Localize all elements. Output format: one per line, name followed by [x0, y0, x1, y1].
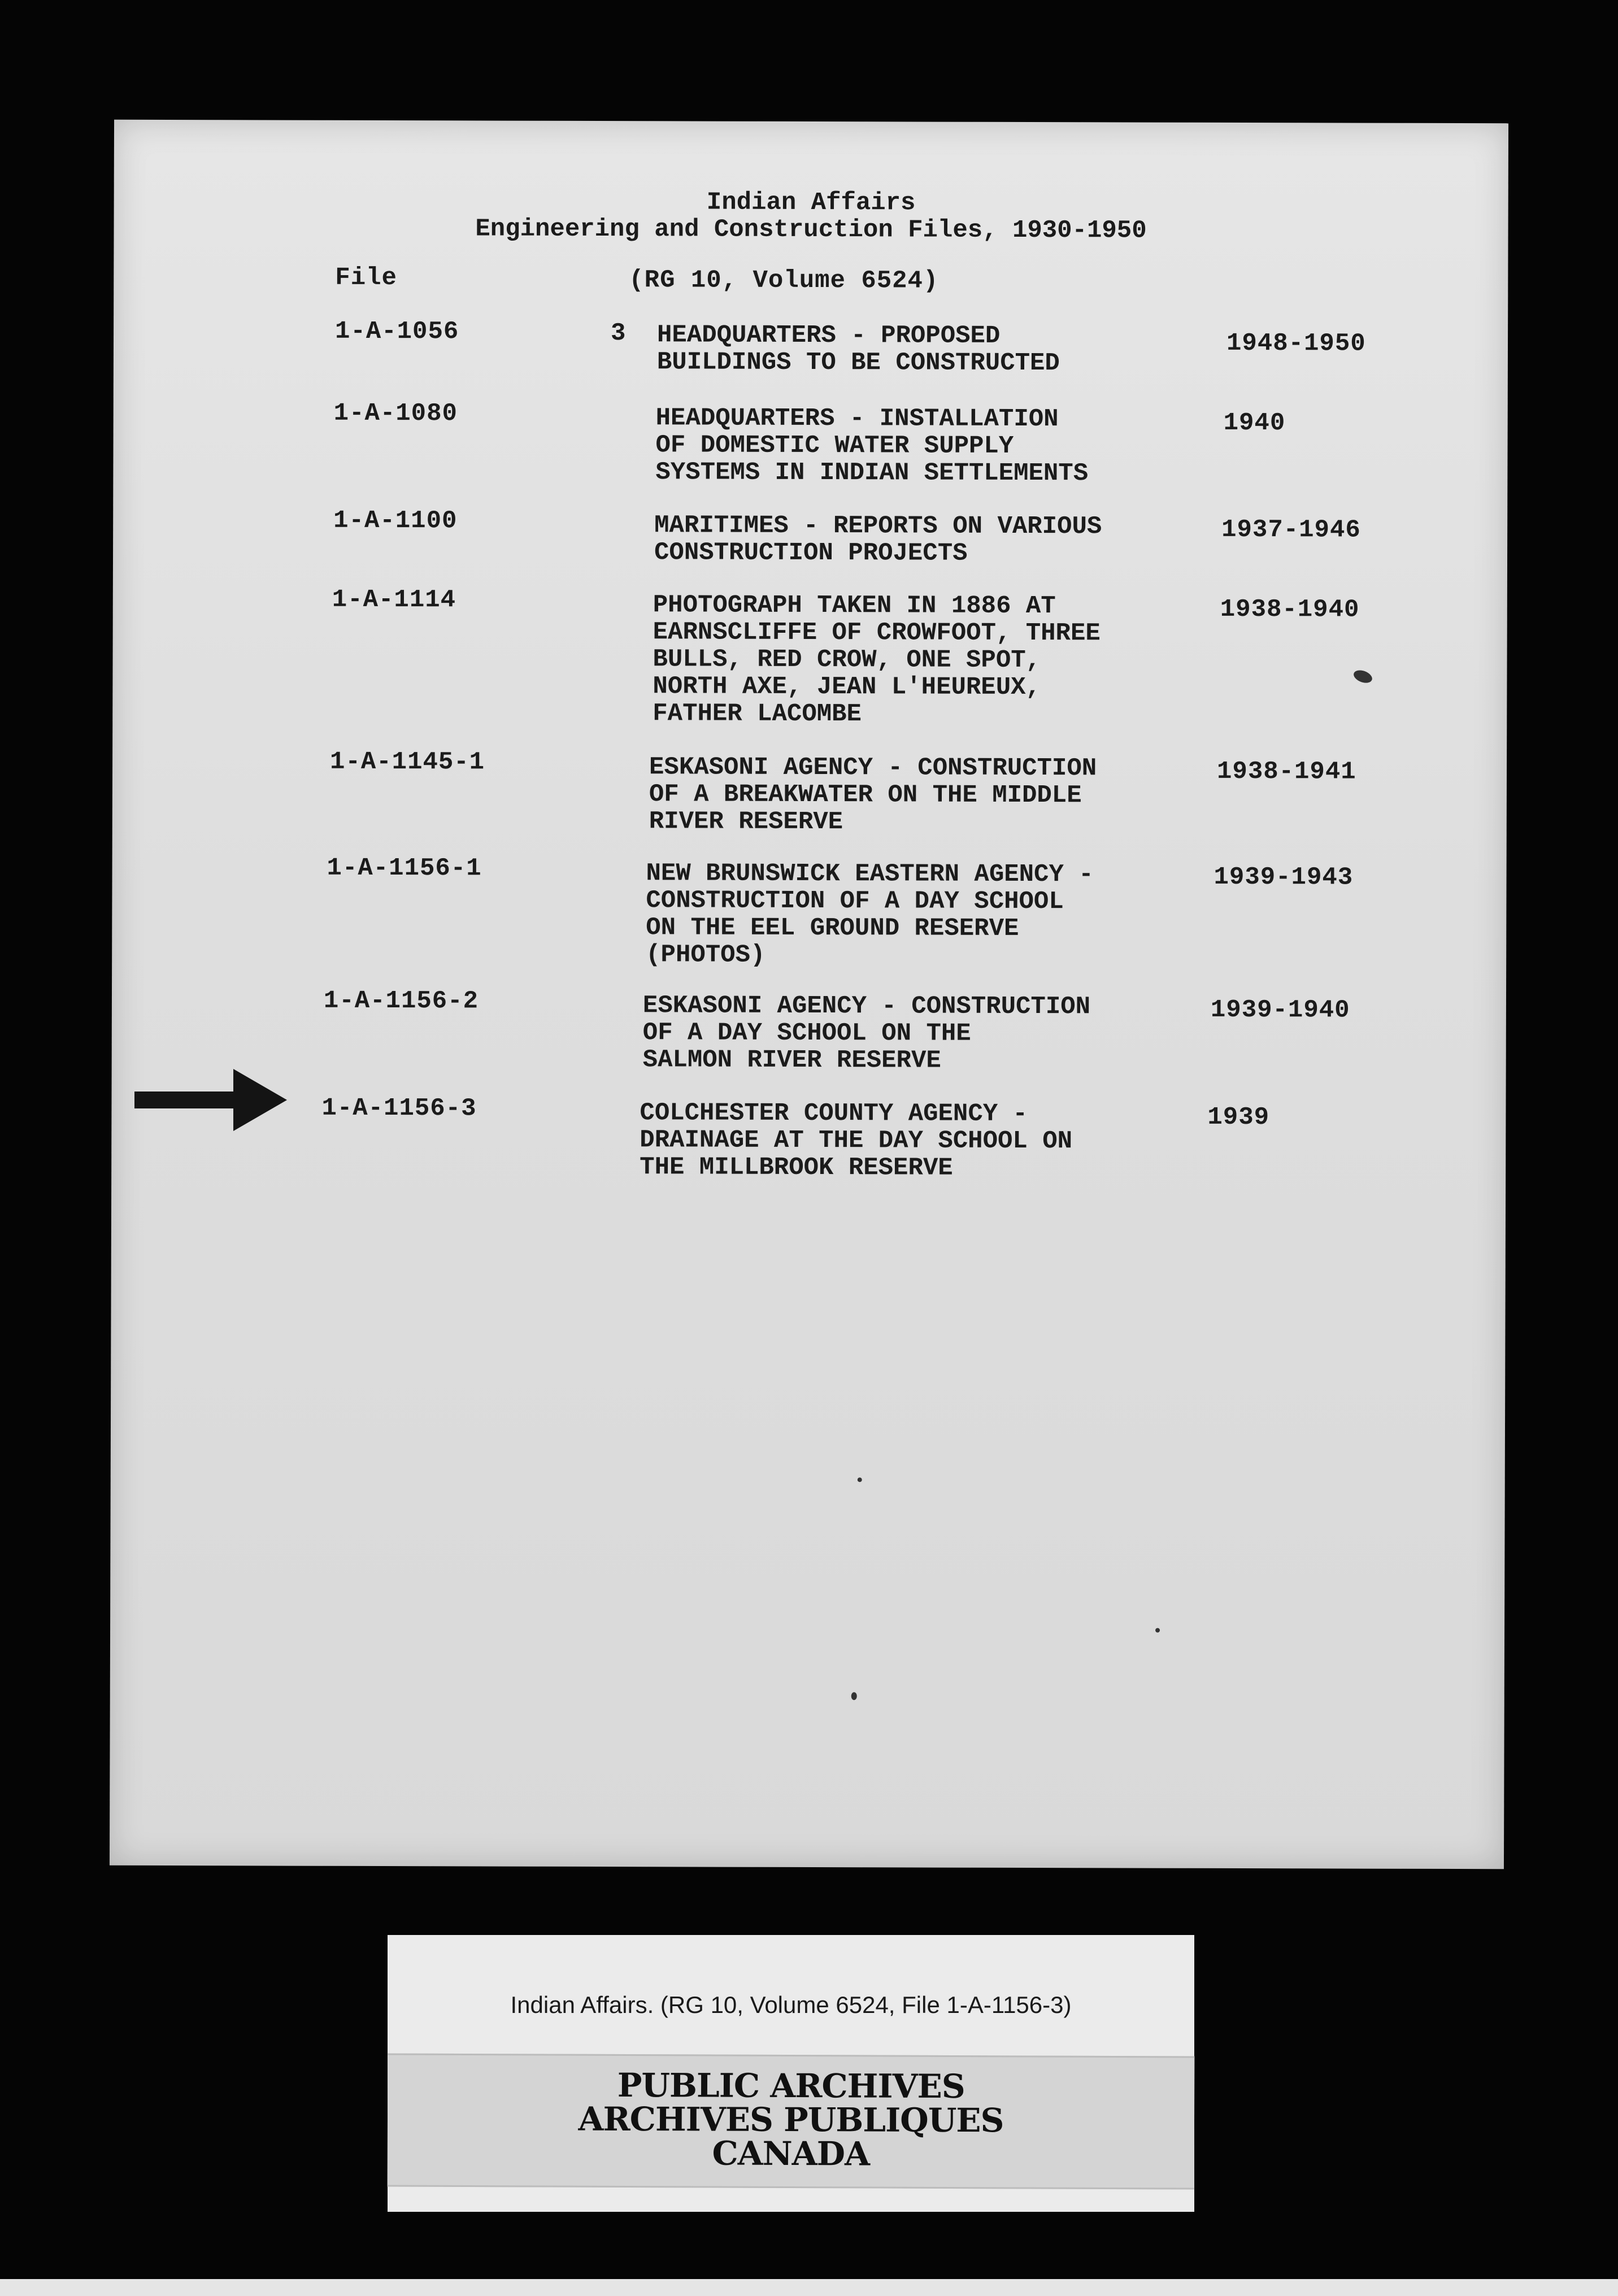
entry-file-number: 1-A-1156-2 [323, 986, 479, 1016]
entry-desc-line: NEW BRUNSWICK EASTERN AGENCY - [646, 859, 1094, 889]
entry-marker: 3 [610, 319, 627, 348]
entry-desc-line: FATHER LACOMBE [653, 699, 862, 729]
typed-sheet [110, 120, 1508, 1869]
entry-desc-line: SYSTEMS IN INDIAN SETTLEMENTS [655, 458, 1089, 488]
file-column-label: File [335, 263, 398, 293]
entry-desc-line: OF DOMESTIC WATER SUPPLY [655, 431, 1014, 460]
arrow-right-icon [134, 1069, 287, 1131]
paper-speck [858, 1477, 862, 1482]
entry-desc-line: BUILDINGS TO BE CONSTRUCTED [656, 348, 1060, 378]
entry-desc-line: SALMON RIVER RESERVE [642, 1046, 941, 1075]
header-subtitle: Engineering and Construction Files, 1930-1950 [475, 215, 1147, 245]
entry-dates: 1939 [1207, 1103, 1270, 1132]
archive-stamp [388, 2054, 1195, 2190]
entry-desc-line: CONSTRUCTION OF A DAY SCHOOL [646, 886, 1064, 916]
paper-speck [1352, 668, 1374, 685]
entry-desc-line: HEADQUARTERS - INSTALLATION [655, 404, 1059, 434]
entry-dates: 1940 [1223, 408, 1286, 438]
entry-file-number: 1-A-1100 [333, 506, 458, 536]
paper-speck [1155, 1628, 1160, 1633]
entry-dates: 1937-1946 [1221, 515, 1361, 545]
entry-desc-line: NORTH AXE, JEAN L'HEUREUX, [653, 672, 1041, 702]
header-title: Indian Affairs [706, 188, 916, 218]
entry-desc-line: COLCHESTER COUNTY AGENCY - [640, 1099, 1028, 1129]
entry-desc-line: EARNSCLIFFE OF CROWFOOT, THREE [653, 618, 1101, 648]
entry-desc-line: RIVER RESERVE [649, 807, 843, 837]
caption-card [388, 1935, 1194, 2212]
volume-reference: (RG 10, Volume 6524) [629, 266, 939, 295]
entry-desc-line: OF A DAY SCHOOL ON THE [642, 1019, 971, 1048]
entry-dates: 1938-1940 [1220, 595, 1360, 624]
paper-speck [851, 1692, 857, 1700]
entry-desc-line: HEADQUARTERS - PROPOSED [656, 321, 1001, 350]
entry-file-number: 1-A-1080 [333, 399, 458, 428]
entry-desc-line: DRAINAGE AT THE DAY SCHOOL ON [640, 1126, 1073, 1156]
entry-dates: 1939-1943 [1214, 863, 1354, 892]
entry-desc-line: THE MILLBROOK RESERVE [640, 1153, 953, 1182]
entry-desc-line: ESKASONI AGENCY - CONSTRUCTION [642, 992, 1091, 1021]
entry-desc-line: BULLS, RED CROW, ONE SPOT, [653, 645, 1041, 675]
entry-desc-line: OF A BREAKWATER ON THE MIDDLE [649, 780, 1082, 810]
entry-file-number: 1-A-1156-3 [321, 1094, 477, 1123]
entry-desc-line: CONSTRUCTION PROJECTS [654, 538, 968, 568]
scan-edge-strip [0, 2279, 1618, 2296]
entry-desc-line: MARITIMES - REPORTS ON VARIOUS [654, 511, 1102, 541]
caption-text: Indian Affairs. (RG 10, Volume 6524, File 1-A-1156-3) [510, 1991, 1072, 2018]
entry-dates: 1948-1950 [1226, 329, 1366, 358]
stamp-line-3: CANADA [712, 2134, 870, 2173]
stamp-line-1: PUBLIC ARCHIVES [617, 2065, 965, 2106]
entry-file-number: 1-A-1156-1 [327, 854, 482, 883]
entry-dates: 1938-1941 [1216, 757, 1356, 786]
entry-file-number: 1-A-1145-1 [330, 747, 485, 777]
entry-file-number: 1-A-1114 [332, 585, 456, 615]
entry-file-number: 1-A-1056 [335, 317, 459, 346]
entry-desc-line: ON THE EEL GROUND RESERVE [646, 914, 1019, 943]
stamp-line-2: ARCHIVES PUBLIQUES [578, 2099, 1004, 2140]
entry-desc-line: (PHOTOS) [646, 941, 765, 969]
entry-desc-line: ESKASONI AGENCY - CONSTRUCTION [649, 753, 1097, 783]
entry-dates: 1939-1940 [1210, 995, 1350, 1025]
entry-desc-line: PHOTOGRAPH TAKEN IN 1886 AT [653, 591, 1056, 621]
